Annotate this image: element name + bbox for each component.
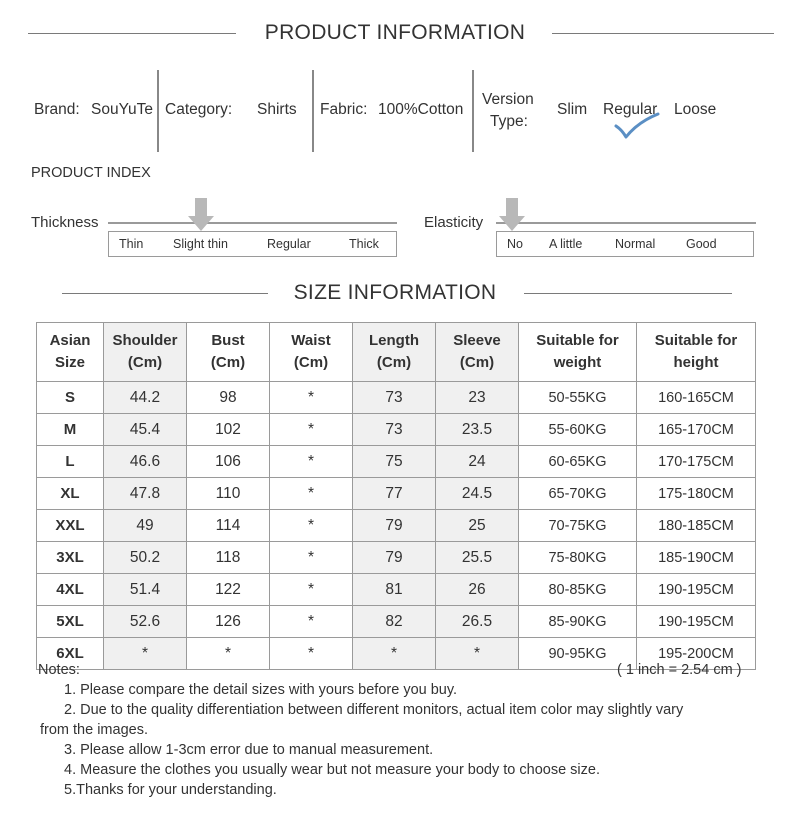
table-row bbox=[37, 478, 756, 510]
header-height: Suitable for height bbox=[637, 323, 756, 382]
cell-sleeve: 25 bbox=[436, 510, 519, 542]
cell-length: 73 bbox=[353, 382, 436, 414]
cell-sleeve: 26 bbox=[436, 574, 519, 606]
size-heading-line-right bbox=[524, 293, 732, 294]
cell-waist: * bbox=[270, 414, 353, 446]
brand-label: Brand: bbox=[34, 101, 80, 118]
cell-height: 175-180CM bbox=[637, 478, 756, 510]
cell-waist: * bbox=[270, 382, 353, 414]
table-row bbox=[37, 542, 756, 574]
thickness-option-thin: Thin bbox=[119, 237, 144, 251]
table-row bbox=[37, 446, 756, 478]
size-information-heading: SIZE INFORMATION bbox=[293, 281, 497, 304]
cell-weight: 80-85KG bbox=[519, 574, 637, 606]
table-row bbox=[37, 510, 756, 542]
cell-bust: * bbox=[187, 638, 270, 670]
cell-height: 180-185CM bbox=[637, 510, 756, 542]
cell-weight: 60-65KG bbox=[519, 446, 637, 478]
cell-height: 165-170CM bbox=[637, 414, 756, 446]
cell-length: 79 bbox=[353, 542, 436, 574]
separator-3 bbox=[472, 70, 474, 152]
header-shoulder: Shoulder (Cm) bbox=[104, 323, 187, 382]
cell-sleeve: 24 bbox=[436, 446, 519, 478]
cell-waist: * bbox=[270, 542, 353, 574]
notes-conversion: ( 1 inch = 2.54 cm ) bbox=[617, 662, 742, 678]
header-bust: Bust (Cm) bbox=[187, 323, 270, 382]
table-row bbox=[37, 414, 756, 446]
cell-height: 195-200CM bbox=[637, 638, 756, 670]
cell-waist: * bbox=[270, 478, 353, 510]
cell-sleeve: 23.5 bbox=[436, 414, 519, 446]
cell-sleeve: * bbox=[436, 638, 519, 670]
cell-weight: 55-60KG bbox=[519, 414, 637, 446]
header-length: Length (Cm) bbox=[353, 323, 436, 382]
header-asian-size: Asian Size bbox=[37, 323, 104, 382]
cell-bust: 98 bbox=[187, 382, 270, 414]
heading-line-right bbox=[552, 33, 774, 34]
cell-bust: 106 bbox=[187, 446, 270, 478]
version-label-line2: Type: bbox=[490, 113, 528, 130]
cell-waist: * bbox=[270, 638, 353, 670]
cell-waist: * bbox=[270, 510, 353, 542]
cell-height: 190-195CM bbox=[637, 606, 756, 638]
cell-bust: 110 bbox=[187, 478, 270, 510]
cell-size: 6XL bbox=[37, 638, 104, 670]
thickness-label: Thickness bbox=[31, 214, 99, 231]
table-row bbox=[37, 606, 756, 638]
cell-bust: 122 bbox=[187, 574, 270, 606]
cell-weight: 50-55KG bbox=[519, 382, 637, 414]
fabric-value: 100%Cotton bbox=[378, 101, 464, 118]
header-weight: Suitable for weight bbox=[519, 323, 637, 382]
cell-height: 185-190CM bbox=[637, 542, 756, 574]
thickness-option-regular: Regular bbox=[267, 237, 311, 251]
table-header-row bbox=[37, 323, 756, 382]
thickness-scale-line bbox=[108, 222, 397, 224]
cell-weight: 75-80KG bbox=[519, 542, 637, 574]
note-item-4: 4. Measure the clothes you usually wear but not measure your body to choose size. bbox=[64, 762, 600, 778]
note-item-5: 5.Thanks for your understanding. bbox=[64, 782, 277, 798]
cell-shoulder: 46.6 bbox=[104, 446, 187, 478]
cell-length: 75 bbox=[353, 446, 436, 478]
thickness-option-slight-thin: Slight thin bbox=[173, 237, 228, 251]
cell-shoulder: 51.4 bbox=[104, 574, 187, 606]
down-arrow-icon bbox=[187, 198, 215, 232]
cell-bust: 126 bbox=[187, 606, 270, 638]
table-row bbox=[37, 382, 756, 414]
elasticity-option-normal: Normal bbox=[615, 237, 656, 251]
product-information-heading: PRODUCT INFORMATION bbox=[264, 21, 526, 44]
thickness-options bbox=[108, 231, 397, 257]
cell-weight: 85-90KG bbox=[519, 606, 637, 638]
cell-shoulder: 47.8 bbox=[104, 478, 187, 510]
note-item-3: 3. Please allow 1-3cm error due to manual measurement. bbox=[64, 742, 434, 758]
cell-length: 81 bbox=[353, 574, 436, 606]
cell-size: 5XL bbox=[37, 606, 104, 638]
cell-bust: 118 bbox=[187, 542, 270, 574]
cell-length: 79 bbox=[353, 510, 436, 542]
elasticity-label: Elasticity bbox=[424, 214, 484, 231]
thickness-option-thick: Thick bbox=[349, 237, 379, 251]
cell-weight: 65-70KG bbox=[519, 478, 637, 510]
header-sleeve: Sleeve (Cm) bbox=[436, 323, 519, 382]
version-option-slim: Slim bbox=[557, 101, 588, 118]
cell-size: S bbox=[37, 382, 104, 414]
cell-waist: * bbox=[270, 606, 353, 638]
cell-sleeve: 26.5 bbox=[436, 606, 519, 638]
elasticity-option-a-little: A little bbox=[549, 237, 583, 251]
cell-height: 160-165CM bbox=[637, 382, 756, 414]
cell-weight: 70-75KG bbox=[519, 510, 637, 542]
separator-2 bbox=[312, 70, 314, 152]
table-row bbox=[37, 574, 756, 606]
note-item-2: 2. Due to the quality differentiation between different monitors, actual item color may slightly vary bbox=[64, 702, 684, 718]
version-label-line1: Version bbox=[482, 91, 534, 108]
cell-shoulder: 45.4 bbox=[104, 414, 187, 446]
category-value: Shirts bbox=[257, 101, 297, 118]
cell-size: XL bbox=[37, 478, 104, 510]
category-label: Category: bbox=[165, 101, 233, 118]
version-option-regular: Regular bbox=[603, 101, 658, 118]
elasticity-option-no: No bbox=[507, 237, 523, 251]
version-option-loose: Loose bbox=[674, 101, 717, 118]
fabric-label: Fabric: bbox=[320, 101, 368, 118]
down-arrow-icon bbox=[498, 198, 526, 232]
cell-shoulder: 50.2 bbox=[104, 542, 187, 574]
cell-bust: 102 bbox=[187, 414, 270, 446]
elasticity-option-good: Good bbox=[686, 237, 717, 251]
cell-length: 73 bbox=[353, 414, 436, 446]
cell-shoulder: 44.2 bbox=[104, 382, 187, 414]
cell-height: 170-175CM bbox=[637, 446, 756, 478]
notes-title: Notes: bbox=[38, 662, 80, 678]
cell-size: M bbox=[37, 414, 104, 446]
cell-length: 82 bbox=[353, 606, 436, 638]
cell-waist: * bbox=[270, 574, 353, 606]
cell-size: 3XL bbox=[37, 542, 104, 574]
cell-weight: 90-95KG bbox=[519, 638, 637, 670]
cell-sleeve: 23 bbox=[436, 382, 519, 414]
note-item-2-continued: from the images. bbox=[40, 722, 148, 738]
cell-sleeve: 25.5 bbox=[436, 542, 519, 574]
cell-size: XXL bbox=[37, 510, 104, 542]
cell-size: L bbox=[37, 446, 104, 478]
cell-shoulder: 52.6 bbox=[104, 606, 187, 638]
product-index-title: PRODUCT INDEX bbox=[31, 165, 151, 181]
check-mark-icon bbox=[614, 112, 660, 140]
separator-1 bbox=[157, 70, 159, 152]
cell-height: 190-195CM bbox=[637, 574, 756, 606]
note-item-1: 1. Please compare the detail sizes with yours before you buy. bbox=[64, 682, 458, 698]
elasticity-scale-line bbox=[496, 222, 756, 224]
size-table bbox=[36, 322, 756, 670]
cell-size: 4XL bbox=[37, 574, 104, 606]
header-waist: Waist (Cm) bbox=[270, 323, 353, 382]
cell-shoulder: 49 bbox=[104, 510, 187, 542]
brand-value: SouYuTe bbox=[91, 101, 154, 118]
cell-bust: 114 bbox=[187, 510, 270, 542]
cell-sleeve: 24.5 bbox=[436, 478, 519, 510]
cell-waist: * bbox=[270, 446, 353, 478]
cell-length: 77 bbox=[353, 478, 436, 510]
cell-length: * bbox=[353, 638, 436, 670]
elasticity-options bbox=[496, 231, 754, 257]
cell-shoulder: * bbox=[104, 638, 187, 670]
